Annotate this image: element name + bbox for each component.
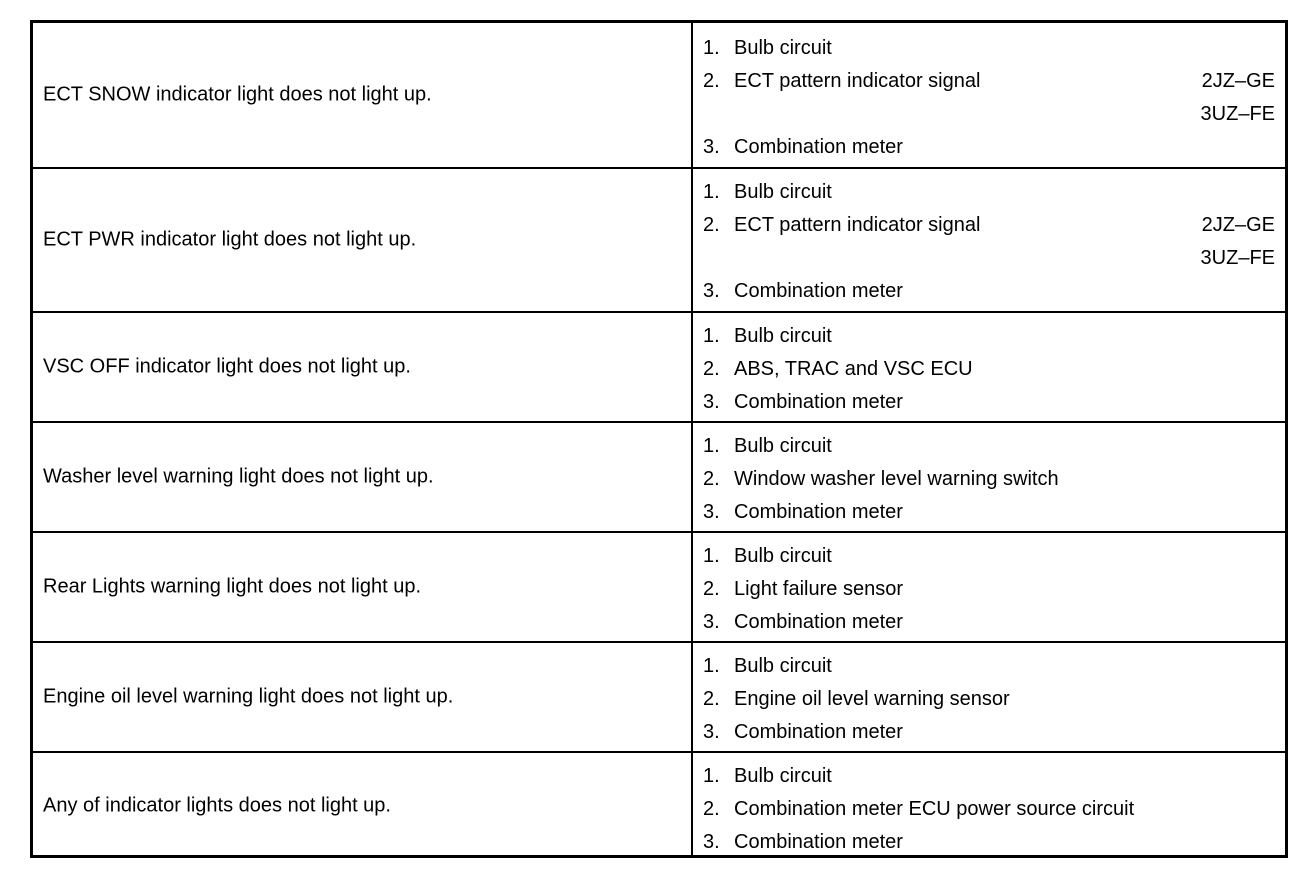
trouble-table [30,20,1288,858]
cause-text: Combination meter [734,721,903,743]
symptom-cell [33,23,693,167]
cause-line [703,831,1275,857]
cause-number: 1. [703,655,720,677]
table-row [33,643,1285,753]
symptom-text: ECT PWR indicator light does not light up. [43,228,417,251]
cause-number: 1. [703,765,720,787]
symptom-cell [33,643,693,751]
engine-code: 2JZ–GE [1201,214,1275,236]
cause-line [703,655,1275,681]
cause-text: Bulb circuit [734,325,832,347]
cause-line [703,798,1275,824]
cause-text: Bulb circuit [734,765,832,787]
cause-line [703,247,1275,273]
cause-text: Window washer level warning switch [734,468,1059,490]
cause-number: 2. [703,214,720,236]
cause-text: ECT pattern indicator signal [734,214,981,236]
cause-number: 3. [703,831,720,853]
cause-number: 2. [703,578,720,600]
cause-line [703,688,1275,714]
cause-line [703,280,1275,306]
cause-cell [693,533,1285,641]
cause-cell [693,169,1285,311]
cause-number: 2. [703,798,720,820]
table-row [33,169,1285,313]
symptom-cell [33,753,693,858]
symptom-text: Engine oil level warning light does not light up. [43,685,454,708]
cause-text: Combination meter [734,280,903,302]
cause-line [703,501,1275,527]
table-row [33,753,1285,858]
cause-number: 1. [703,325,720,347]
cause-number: 3. [703,280,720,302]
cause-cell [693,423,1285,531]
cause-line [703,358,1275,384]
cause-text: Bulb circuit [734,181,832,203]
cause-text: Bulb circuit [734,37,832,59]
cause-line [703,136,1275,162]
cause-text: ABS, TRAC and VSC ECU [734,358,973,380]
cause-line [703,70,1275,96]
cause-number: 3. [703,611,720,633]
cause-number: 1. [703,545,720,567]
engine-code: 3UZ–FE [1200,247,1275,269]
cause-number: 2. [703,358,720,380]
engine-code: 3UZ–FE [1200,103,1275,125]
cause-line [703,214,1275,240]
cause-text: Engine oil level warning sensor [734,688,1010,710]
cause-number: 2. [703,70,720,92]
symptom-cell [33,533,693,641]
cause-number: 1. [703,181,720,203]
cause-text: Combination meter [734,391,903,413]
cause-number: 3. [703,136,720,158]
cause-line [703,545,1275,571]
symptom-cell [33,423,693,531]
cause-line [703,468,1275,494]
symptom-text: Rear Lights warning light does not light up. [43,575,422,598]
cause-line [703,37,1275,63]
cause-text: Bulb circuit [734,435,832,457]
table-row [33,423,1285,533]
symptom-cell [33,313,693,421]
cause-line [703,721,1275,747]
table-row [33,23,1285,169]
cause-cell [693,313,1285,421]
table-row [33,313,1285,423]
cause-number: 1. [703,435,720,457]
cause-number: 1. [703,37,720,59]
cause-text: Combination meter ECU power source circuit [734,798,1135,820]
cause-line [703,765,1275,791]
cause-cell [693,23,1285,167]
cause-text: Combination meter [734,611,903,633]
symptom-text: Washer level warning light does not light up. [43,465,434,488]
cause-line [703,103,1275,129]
engine-code: 2JZ–GE [1201,70,1275,92]
table-row [33,533,1285,643]
cause-line [703,391,1275,417]
cause-text: Combination meter [734,501,903,523]
cause-number: 2. [703,468,720,490]
cause-line [703,578,1275,604]
cause-number: 3. [703,721,720,743]
cause-number: 3. [703,391,720,413]
cause-text: Combination meter [734,831,903,853]
cause-number: 2. [703,688,720,710]
cause-text: Light failure sensor [734,578,903,600]
cause-line [703,611,1275,637]
cause-text: Combination meter [734,136,903,158]
cause-text: ECT pattern indicator signal [734,70,981,92]
cause-cell [693,753,1285,858]
cause-text: Bulb circuit [734,545,832,567]
symptom-text: Any of indicator lights does not light up. [43,794,391,816]
symptom-cell [33,169,693,311]
symptom-text: VSC OFF indicator light does not light up. [43,355,411,378]
cause-text: Bulb circuit [734,655,832,677]
cause-line [703,325,1275,351]
symptom-text: ECT SNOW indicator light does not light up. [43,83,432,106]
cause-line [703,435,1275,461]
cause-line [703,181,1275,207]
cause-cell [693,643,1285,751]
cause-number: 3. [703,501,720,523]
